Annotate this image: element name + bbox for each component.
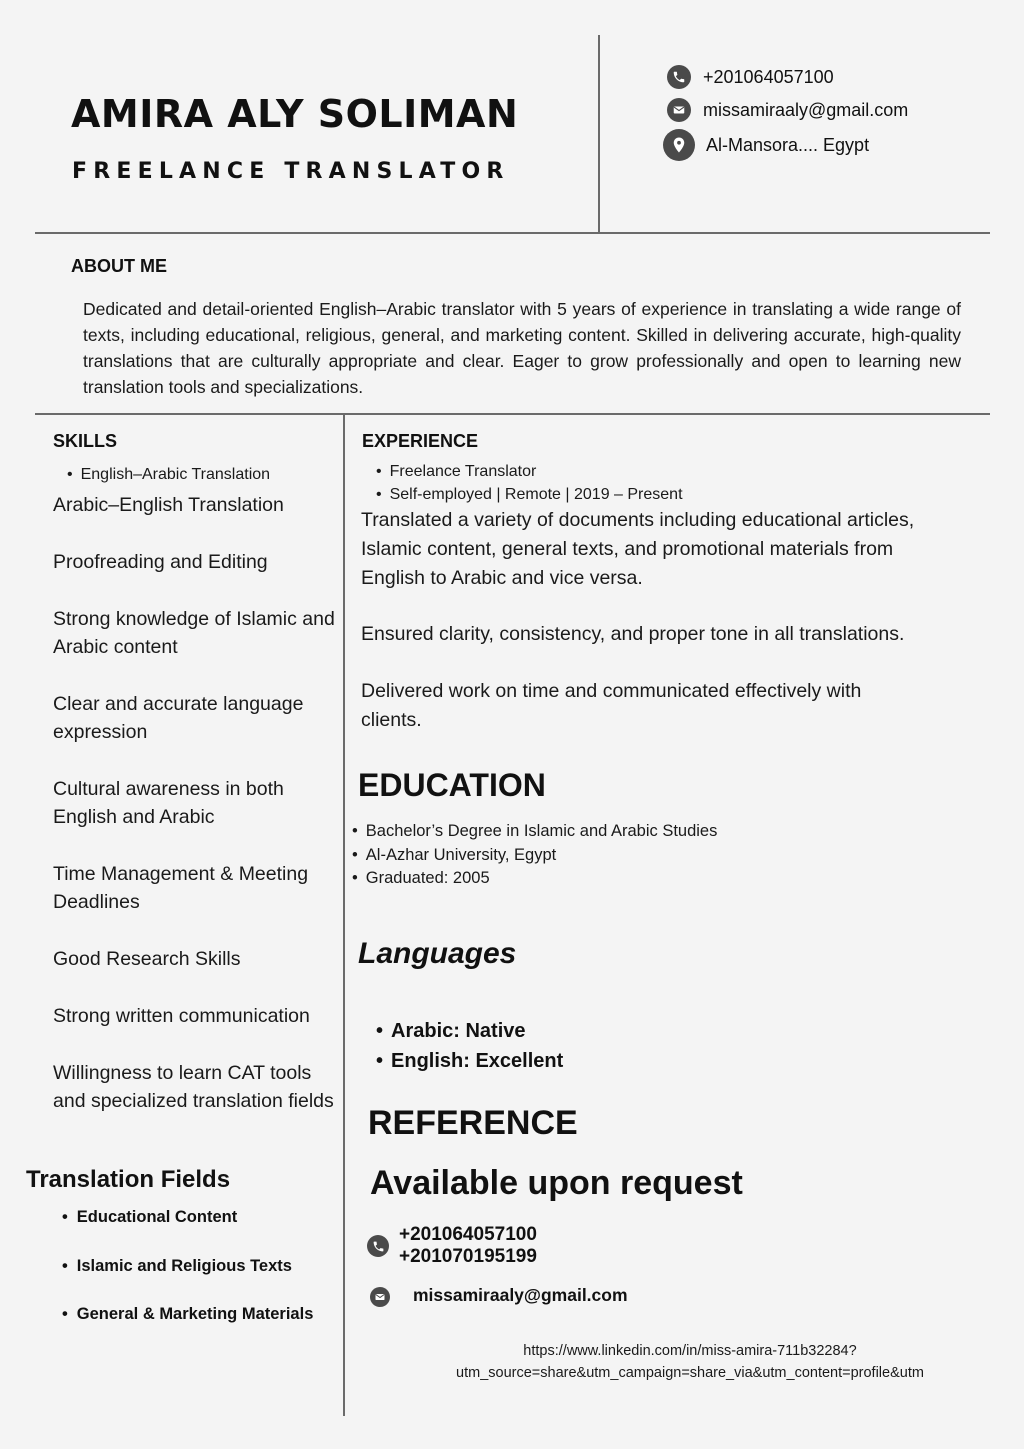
skill-item: Clear and accurate language expression bbox=[53, 693, 304, 743]
email-icon bbox=[667, 98, 691, 122]
contact-email[interactable]: missamiraaly@gmail.com bbox=[703, 99, 909, 120]
skill-item: Time Management & Meeting Deadlines bbox=[53, 863, 309, 913]
contact-location-row bbox=[663, 129, 869, 161]
email-icon bbox=[370, 1287, 390, 1307]
column-divider bbox=[343, 414, 345, 1416]
contact-phone-row bbox=[667, 65, 834, 89]
experience-summary bbox=[376, 460, 683, 506]
experience-paragraph: Ensured clarity, consistency, and proper tone in all translations. bbox=[361, 623, 905, 645]
languages-heading: Languages bbox=[358, 937, 517, 970]
location-pin-icon bbox=[663, 129, 695, 161]
reference-phone[interactable]: +201064057100 bbox=[399, 1224, 537, 1245]
divider-middle bbox=[35, 413, 990, 415]
reference-email[interactable]: missamiraaly@gmail.com bbox=[413, 1285, 628, 1305]
experience-paragraph: Delivered work on time and communicated effectively with clients. bbox=[361, 680, 862, 731]
education-item: • Bachelor’s Degree in Islamic and Arabic Studies bbox=[352, 820, 717, 844]
about-heading: ABOUT ME bbox=[71, 256, 167, 276]
skill-item: Strong written communication bbox=[53, 1005, 310, 1027]
experience-paragraph: Translated a variety of documents including educational articles, Islamic content, general texts, and promotional materials from English to Arabic and vice versa. bbox=[361, 509, 915, 589]
language-item: • Arabic: Native bbox=[376, 1016, 563, 1046]
contact-phone[interactable]: +201064057100 bbox=[703, 66, 834, 87]
experience-heading: EXPERIENCE bbox=[362, 431, 479, 451]
skill-item: • English–Arabic Translation bbox=[67, 466, 338, 484]
divider-top bbox=[35, 232, 990, 234]
language-item: • English: Excellent bbox=[376, 1046, 563, 1076]
experience-role: • Freelance Translator bbox=[376, 460, 683, 483]
linkedin-url-line[interactable]: utm_source=share&utm_campaign=share_via&utm_content=profile&utm bbox=[456, 1365, 924, 1381]
languages-list bbox=[376, 1016, 563, 1076]
linkedin-url[interactable] bbox=[420, 1340, 960, 1384]
about-text: Dedicated and detail-oriented English–Arabic translator with 5 years of experience in translating a wide range of texts, including educational, religious, general, and marketing content. Skilled in delivering accurate, high-quality translations that are culturally appropriate and clear. Eager to grow professionally and open to learning new translation tools and specializations. bbox=[83, 299, 961, 397]
contact-email-row bbox=[667, 98, 908, 122]
phone-icon bbox=[367, 1235, 389, 1257]
skill-item: Proofreading and Editing bbox=[53, 551, 268, 573]
reference-phones bbox=[399, 1224, 537, 1268]
header-divider-vertical bbox=[598, 35, 600, 233]
skill-item: Arabic–English Translation bbox=[53, 494, 284, 516]
education-item: • Al-Azhar University, Egypt bbox=[352, 844, 717, 868]
candidate-name: AMIRA ALY SOLIMAN bbox=[71, 92, 519, 136]
job-title: FREELANCE TRANSLATOR bbox=[72, 159, 510, 184]
translation-field-item: • Islamic and Religious Texts bbox=[62, 1257, 292, 1276]
skill-item: Cultural awareness in both English and Arabic bbox=[53, 778, 284, 828]
translation-field-item: • General & Marketing Materials bbox=[62, 1305, 313, 1324]
reference-availability: Available upon request bbox=[370, 1164, 743, 1202]
skills-list bbox=[53, 466, 338, 1144]
skill-item: Willingness to learn CAT tools and specialized translation fields bbox=[53, 1062, 334, 1112]
phone-icon bbox=[667, 65, 691, 89]
education-list bbox=[352, 820, 717, 891]
skill-item: Good Research Skills bbox=[53, 948, 241, 970]
contact-location: Al-Mansora.... Egypt bbox=[706, 134, 870, 155]
linkedin-url-line[interactable]: https://www.linkedin.com/in/miss-amira-711b32284? bbox=[523, 1343, 857, 1359]
translation-field-item: • Educational Content bbox=[62, 1208, 237, 1227]
reference-heading: REFERENCE bbox=[368, 1104, 578, 1142]
experience-meta: • Self-employed | Remote | 2019 – Present bbox=[376, 483, 683, 506]
translation-fields-heading: Translation Fields bbox=[26, 1166, 231, 1193]
skill-item: Strong knowledge of Islamic and Arabic content bbox=[53, 608, 335, 658]
education-heading: EDUCATION bbox=[358, 767, 546, 803]
reference-phone[interactable]: +201070195199 bbox=[399, 1246, 537, 1267]
education-item: • Graduated: 2005 bbox=[352, 867, 717, 891]
skills-heading: SKILLS bbox=[53, 431, 118, 451]
